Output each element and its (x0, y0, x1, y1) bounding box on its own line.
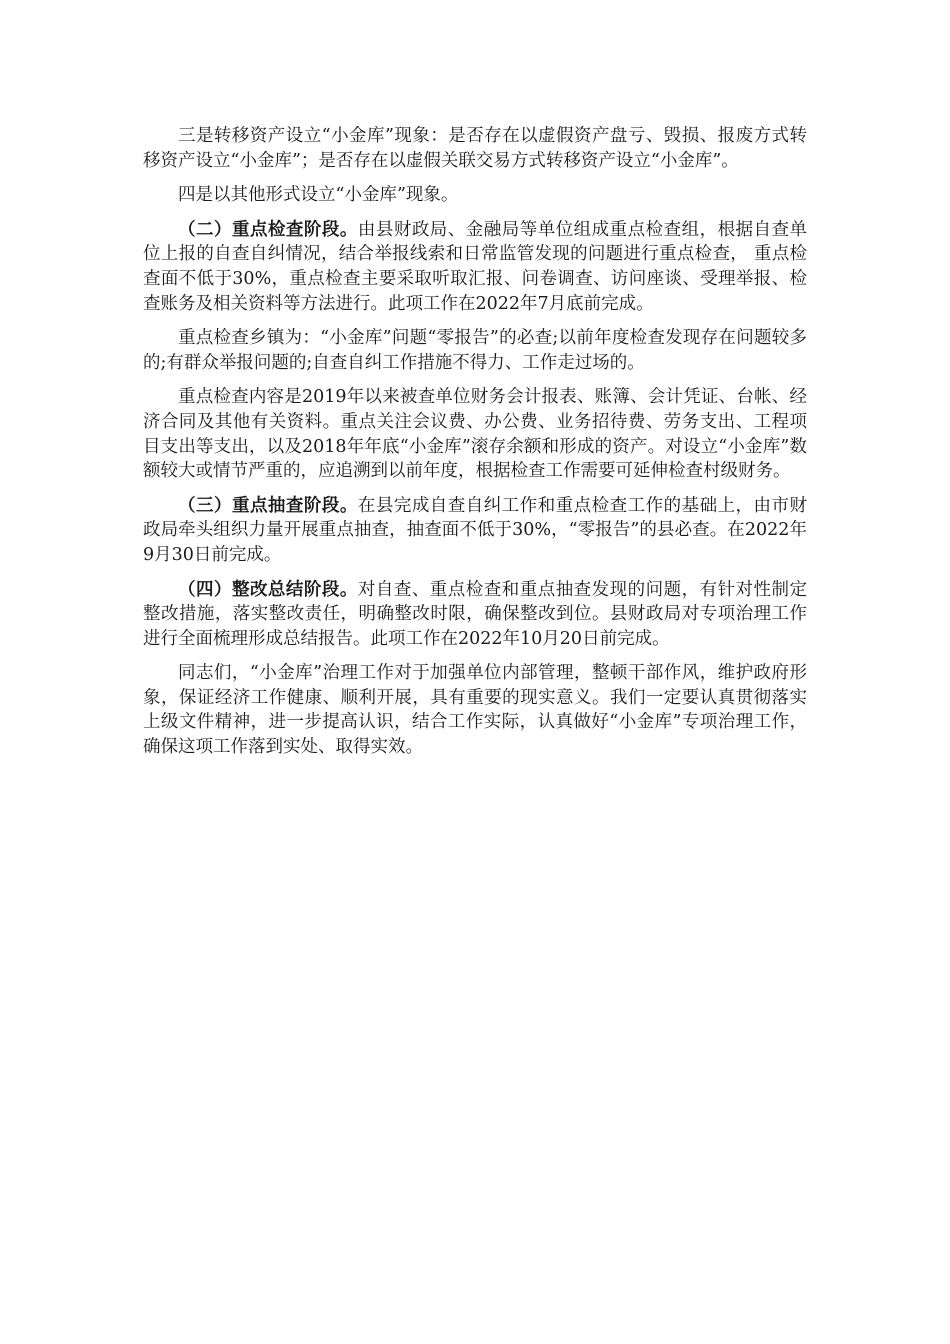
section-heading: （四）整改总结阶段。 (178, 579, 358, 600)
paragraph-text: 重点检查内容是2019年以来被查单位财务会计报表、账簿、会计凭证、台帐、经济合同及其他有关资料。重点关注会议费、办公费、业务招待费、劳务支出、工程项目支出等支出，以及2018年年底“小金库”滚存余额和形成的资产。对设立“小金库”数额较大或情节严重的，应追溯到以前年度，根据检查工作需要可延伸检查村级财务。 (143, 387, 807, 482)
paragraph-text: 重点检查乡镇为：“小金库”问题“零报告”的必查;以前年度检查发现存在问题较多的;有群众举报问题的;自查自纠工作措施不得力、工作走过场的。 (143, 328, 807, 373)
paragraph-spot-check-stage (143, 494, 807, 568)
section-heading: （三）重点抽查阶段。 (178, 495, 358, 516)
paragraph-text: 在县完成自查自纠工作和重点检查工作的基础上，由市财政局牵头组织力量开展重点抽查，抽查面不低于30%，“零报告”的县必查。在2022年9月30日前完成。 (143, 495, 808, 565)
paragraph-key-towns (143, 326, 807, 375)
paragraph-text: 四是以其他形式设立“小金库”现象。 (178, 185, 459, 206)
section-heading: （二）重点检查阶段。 (178, 219, 358, 240)
document-body (143, 124, 807, 770)
paragraph-text: 同志们，“小金库”治理工作对于加强单位内部管理，整顿干部作风，维护政府形象，保证经济工作健康、顺利开展，具有重要的现实意义。我们一定要认真贯彻落实上级文件精神，进一步提高认识，结合工作实际，认真做好“小金库”专项治理工作，确保这项工作落到实处、取得实效。 (143, 663, 807, 758)
paragraph-closing-remarks (143, 661, 807, 759)
paragraph-text: 对自查、重点检查和重点抽查发现的问题，有针对性制定整改措施，落实整改责任，明确整改时限，确保整改到位。县财政局对专项治理工作进行全面梳理形成总结报告。此项工作在2022年10月20日前完成。 (143, 579, 808, 649)
paragraph-other-forms (143, 183, 807, 208)
paragraph-key-inspection-stage (143, 218, 807, 316)
paragraph-text: 由县财政局、金融局等单位组成重点检查组，根据自查单位上报的自查自纠情况，结合举报线索和日常监管发现的问题进行重点检查， 重点检查面不低于30%，重点检查主要采取听取汇报、问卷调查、访问座谈、受理举报、检查账务及相关资料等方法进行。此项工作在2022年7月底前完成。 (143, 219, 808, 314)
paragraph-rectification-stage (143, 578, 807, 652)
paragraph-asset-transfer (143, 124, 807, 173)
paragraph-text: 三是转移资产设立“小金库”现象：是否存在以虚假资产盘亏、毁损、报废方式转移资产设立“小金库”；是否存在以虚假关联交易方式转移资产设立“小金库”。 (143, 126, 807, 171)
paragraph-inspection-content (143, 385, 807, 483)
